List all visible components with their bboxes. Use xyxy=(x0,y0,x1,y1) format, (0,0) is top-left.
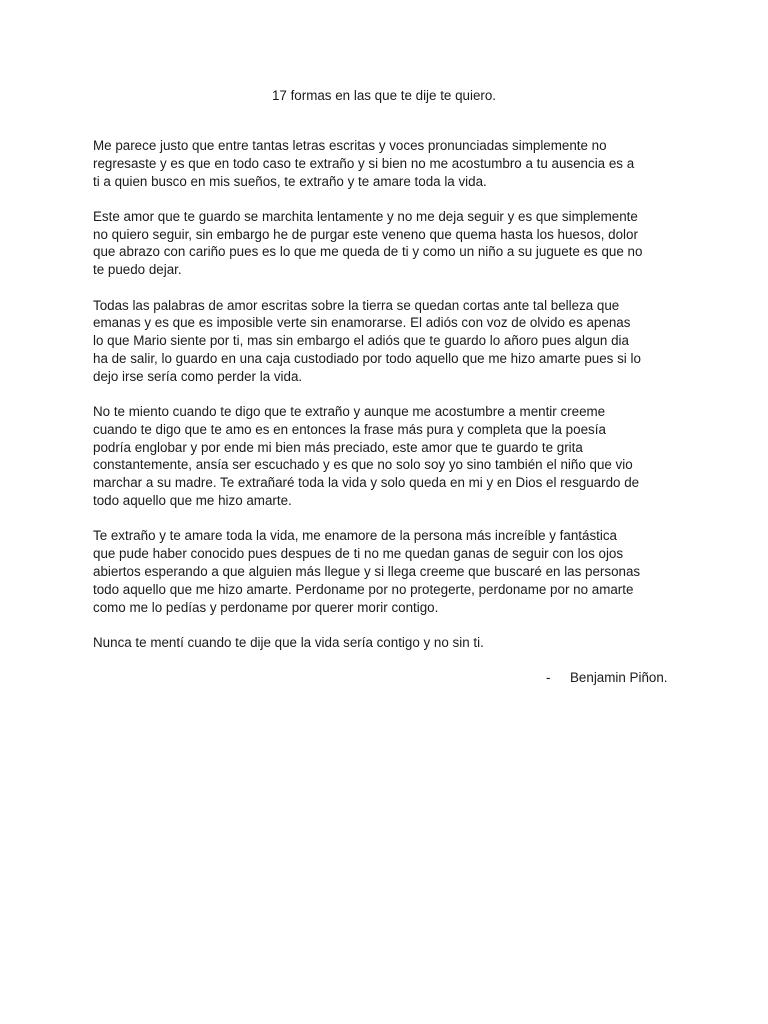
paragraph-3: Todas las palabras de amor escritas sobre la tierra se quedan cortas ante tal belleza que emanas y es que es imposible verte sin enamorarse. El adiós con voz de olvido es apenas lo que Mario siente por ti, mas sin embargo el adiós que te guardo lo añoro pues algun dia ha de salir, lo guardo en una caja custodiado por todo aquello que me hizo amarte pues si lo dejo irse sería como perder la vida. xyxy=(93,297,641,384)
document-title: 17 formas en las que te dije te quiero. xyxy=(271,88,497,103)
paragraph-6: Nunca te mentí cuando te dije que la vida sería contigo y no sin ti. xyxy=(93,634,484,650)
paragraph-4: No te miento cuando te digo que te extraño y aunque me acostumbre a mentir creeme cuando te digo que te amo es en entonces la frase más pura y completa que la poesía podría englobar y por ende mi bien más preciado, este amor que te guardo te grita constantemente, ansía ser escuchado y es que no solo soy yo sino también el niño que vio marchar a su madre. Te extrañaré toda la vida y solo queda en mi y en Dios el resguardo de todo aquello que me hizo amarte. xyxy=(93,404,640,509)
paragraph-2: Este amor que te guardo se marchita lentamente y no me deja seguir y es que simplemente no quiero seguir, sin embargo he de purgar este veneno que quema hasta los huesos, dolor que abrazo con cariño pues es lo que me queda de ti y como un niño a su juguete es que no te puedo dejar. xyxy=(93,208,643,278)
signature-name: Benjamin Piñon. xyxy=(570,670,668,685)
paragraph-1: Me parece justo que entre tantas letras escritas y voces pronunciadas simplemente no regresaste y es que en todo caso te extraño y si bien no me acostumbro a tu ausencia es a ti a quien busco en mis sueños, te extraño y te amare toda la vida. xyxy=(93,138,635,189)
signature-dash: - xyxy=(546,670,551,685)
signature xyxy=(546,669,668,687)
document-body xyxy=(93,137,683,669)
paragraph-5: Te extraño y te amare toda la vida, me enamore de la persona más increíble y fantástica que pude haber conocido pues despues de ti no me quedan ganas de seguir con los ojos abiertos esperando a que alguien más llegue y si llega creeme que buscaré en las personas todo aquello que me hizo amarte. Perdoname por no protegerte, perdoname por no amarte como me lo pedías y perdoname por querer morir contigo. xyxy=(93,528,641,615)
